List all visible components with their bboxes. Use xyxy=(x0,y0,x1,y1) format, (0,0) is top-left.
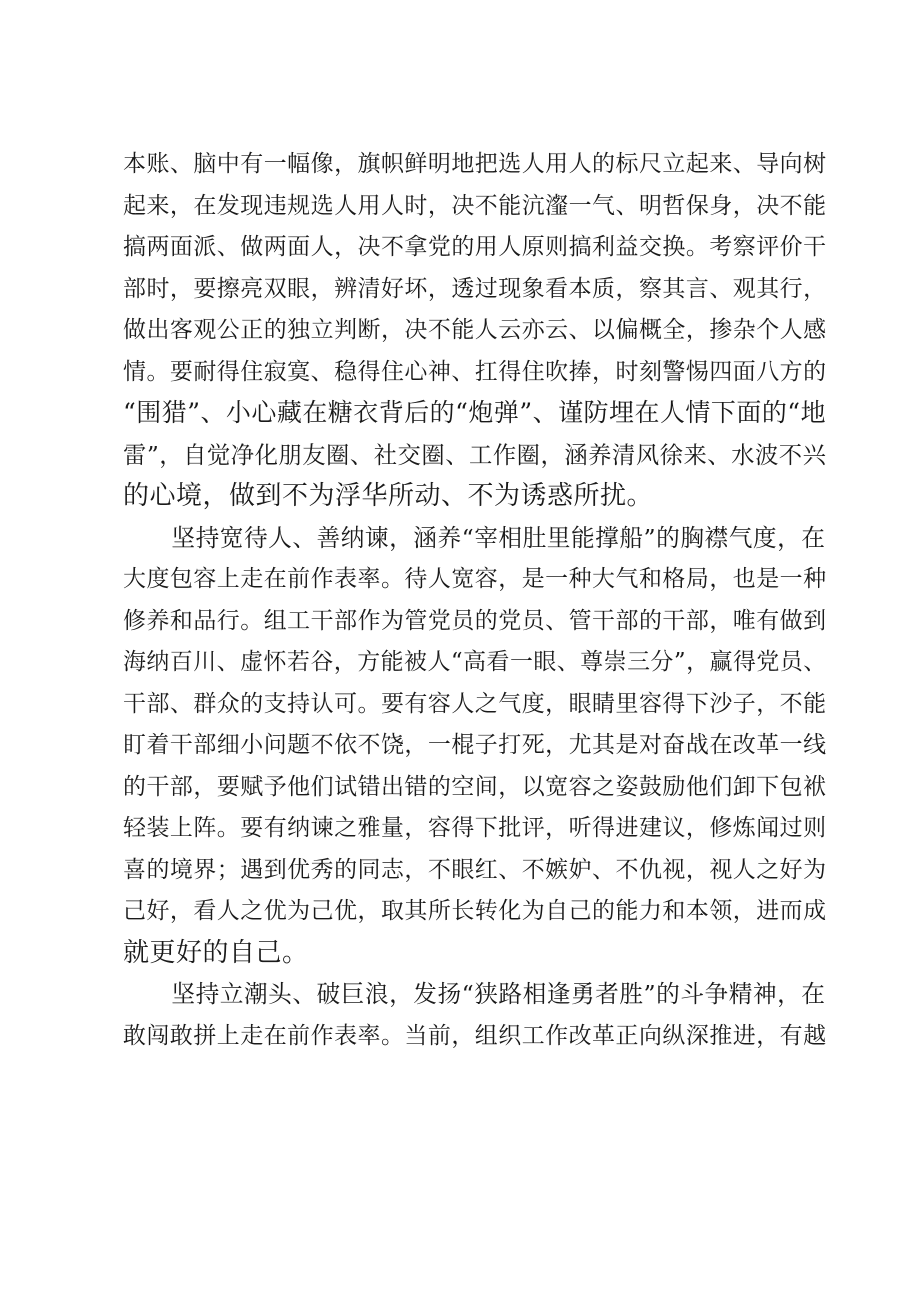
text-line: 的干部，要赋予他们试错出错的空间，以宽容之姿鼓励他们卸下包袱 xyxy=(123,773,827,800)
text-line: 坚持立潮头、破巨浪，发扬“狭路相逢勇者胜”的斗争精神，在 xyxy=(123,980,826,1008)
text-line: 做出客观公正的独立判断，决不能人云亦云、以偏概全，掺杂个人感 xyxy=(123,317,827,343)
text-line: 己好，看人之优为己优，取其所长转化为自己的能力和本领，进而成 xyxy=(123,898,827,924)
text-line: 修养和品行。组工干部作为管党员的党员、管干部的干部，唯有做到 xyxy=(123,607,827,634)
text-line: “围猎”、小心藏在糖衣背后的“炮弹”、谨防埋在人情下面的“地 xyxy=(123,398,827,427)
text-line: 的心境，做到不为浮华所动、不为诱惑所扰。 xyxy=(123,481,654,511)
text-line: 喜的境界；遇到优秀的同志，不眼红、不嫉妒、不仇视，视人之好为 xyxy=(123,856,827,883)
text-line: 干部、群众的支持认可。要有容人之气度，眼睛里容得下沙子，不能 xyxy=(123,690,827,717)
text-line: 雷”，自觉净化朋友圈、社交圈、工作圈，涵养清风徐来、水波不兴 xyxy=(123,440,827,469)
text-line: 搞两面派、做两面人，决不拿党的用人原则搞利益交换。考察评价干 xyxy=(123,234,827,260)
text-line: 敢闯敢拼上走在前作表率。当前，组织工作改革正向纵深推进，有越 xyxy=(123,1022,827,1049)
text-line: 部时，要擦亮双眼，辨清好坏，透过现象看本质，察其言、观其行， xyxy=(123,275,827,302)
text-line: 轻装上阵。要有纳谏之雅量，容得下批评，听得进建议，修炼闻过则 xyxy=(123,815,827,841)
text-line: 情。要耐得住寂寞、稳得住心神、扛得住吹捧，时刻警惕四面八方的 xyxy=(123,358,827,385)
text-line: 本账、脑中有一幅像，旗帜鲜明地把选人用人的标尺立起来、导向树 xyxy=(123,151,827,177)
text-line: 大度包容上走在前作表率。待人宽容，是一种大气和格局，也是一种 xyxy=(123,566,827,592)
text-line: 盯着干部细小问题不依不饶，一棍子打死，尤其是对奋战在改革一线 xyxy=(123,732,827,758)
text-line: 起来，在发现违规选人用人时，决不能沆瀣一气、明哲保身，决不能 xyxy=(123,192,827,219)
text-line: 就更好的自己。 xyxy=(123,937,309,968)
text-line: 坚持宽待人、善纳谏，涵养“宰相肚里能撑船”的胸襟气度，在 xyxy=(123,523,826,552)
text-line: 海纳百川、虚怀若谷，方能被人“高看一眼、尊崇三分”，赢得党员、 xyxy=(123,649,827,675)
